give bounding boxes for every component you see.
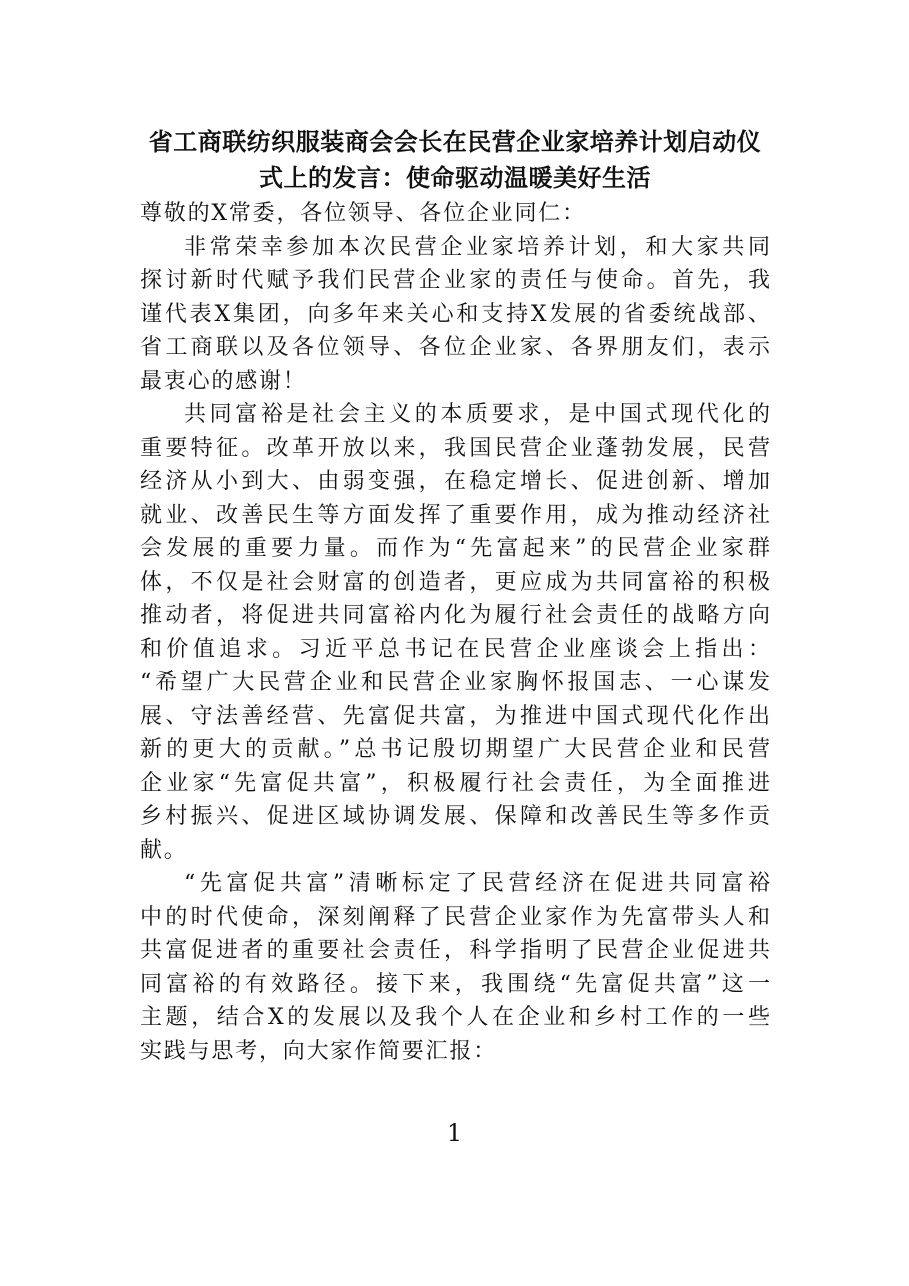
paragraph-line: 推动者，将促进共同富裕内化为履行社会责任的战略方向 bbox=[140, 603, 770, 628]
paragraph-line: 新的更大的贡献。”总书记殷切期望广大民营企业和民营 bbox=[140, 737, 770, 762]
paragraph-line: 共富促进者的重要社会责任，科学指明了民营企业促进共 bbox=[140, 938, 770, 963]
paragraph-line: 重要特征。改革开放以来，我国民营企业蓬勃发展，民营 bbox=[140, 435, 770, 461]
title-line: 式上的发言：使命驱动温暖美好生活 bbox=[259, 163, 651, 192]
paragraph-line: 乡村振兴、促进区域协调发展、保障和改善民生等多作贡 bbox=[140, 804, 770, 829]
paragraph-line: 探讨新时代赋予我们民营企业家的责任与使命。首先，我 bbox=[140, 268, 770, 293]
paragraph-line: 经济从小到大、由弱变强，在稳定增长、促进创新、增加 bbox=[140, 469, 770, 494]
paragraph-line: 谨代表X集团，向多年来关心和支持X发展的省委统战部、 bbox=[140, 301, 770, 327]
title-line: 省工商联纺织服装商会会长在民营企业家培养计划启动仪 bbox=[148, 127, 762, 156]
paragraph-line: 体，不仅是社会财富的创造者，更应成为共同富裕的积极 bbox=[140, 569, 770, 595]
paragraph-line: 就业、改善民生等方面发挥了重要作用，成为推动经济社 bbox=[140, 502, 770, 528]
page-number: 1 bbox=[446, 1119, 463, 1147]
paragraph-line: 同富裕的有效路径。接下来，我围绕“先富促共富”这一 bbox=[140, 971, 770, 997]
paragraph-line: 最衷心的感谢！ bbox=[140, 368, 307, 394]
paragraph-line: 会发展的重要力量。而作为“先富起来”的民营企业家群 bbox=[140, 536, 770, 561]
paragraph-line: “希望广大民营企业和民营企业家胸怀报国志、一心谋发 bbox=[140, 670, 770, 695]
paragraph-line: 展、守法善经营、先富促共富，为推进中国式现代化作出 bbox=[140, 703, 770, 729]
paragraph-line: 中的时代使命，深刻阐释了民营企业家作为先富带头人和 bbox=[140, 904, 770, 930]
paragraph-line: 主题，结合X的发展以及我个人在企业和乡村工作的一些 bbox=[140, 1005, 770, 1030]
paragraph-line: 和价值追求。习近平总书记在民营企业座谈会上指出： bbox=[140, 636, 770, 662]
paragraph-line: 非常荣幸参加本次民营企业家培养计划，和大家共同 bbox=[184, 234, 770, 260]
paragraph-line: 企业家“先富促共富”，积极履行社会责任，为全面推进 bbox=[140, 770, 770, 796]
document-title bbox=[140, 124, 770, 196]
paragraph-line: “先富促共富”清晰标定了民营经济在促进共同富裕 bbox=[184, 871, 770, 896]
paragraph-line: 共同富裕是社会主义的本质要求，是中国式现代化的 bbox=[184, 402, 770, 427]
document-body bbox=[140, 197, 780, 1068]
paragraph-line: 实践与思考，向大家作简要汇报： bbox=[140, 1038, 498, 1064]
paragraph-line: 省工商联以及各位领导、各位企业家、各界朋友们，表示 bbox=[140, 335, 770, 360]
salutation: 尊敬的X常委，各位领导、各位企业同仁： bbox=[140, 201, 586, 226]
paragraph-line: 献。 bbox=[140, 837, 188, 863]
